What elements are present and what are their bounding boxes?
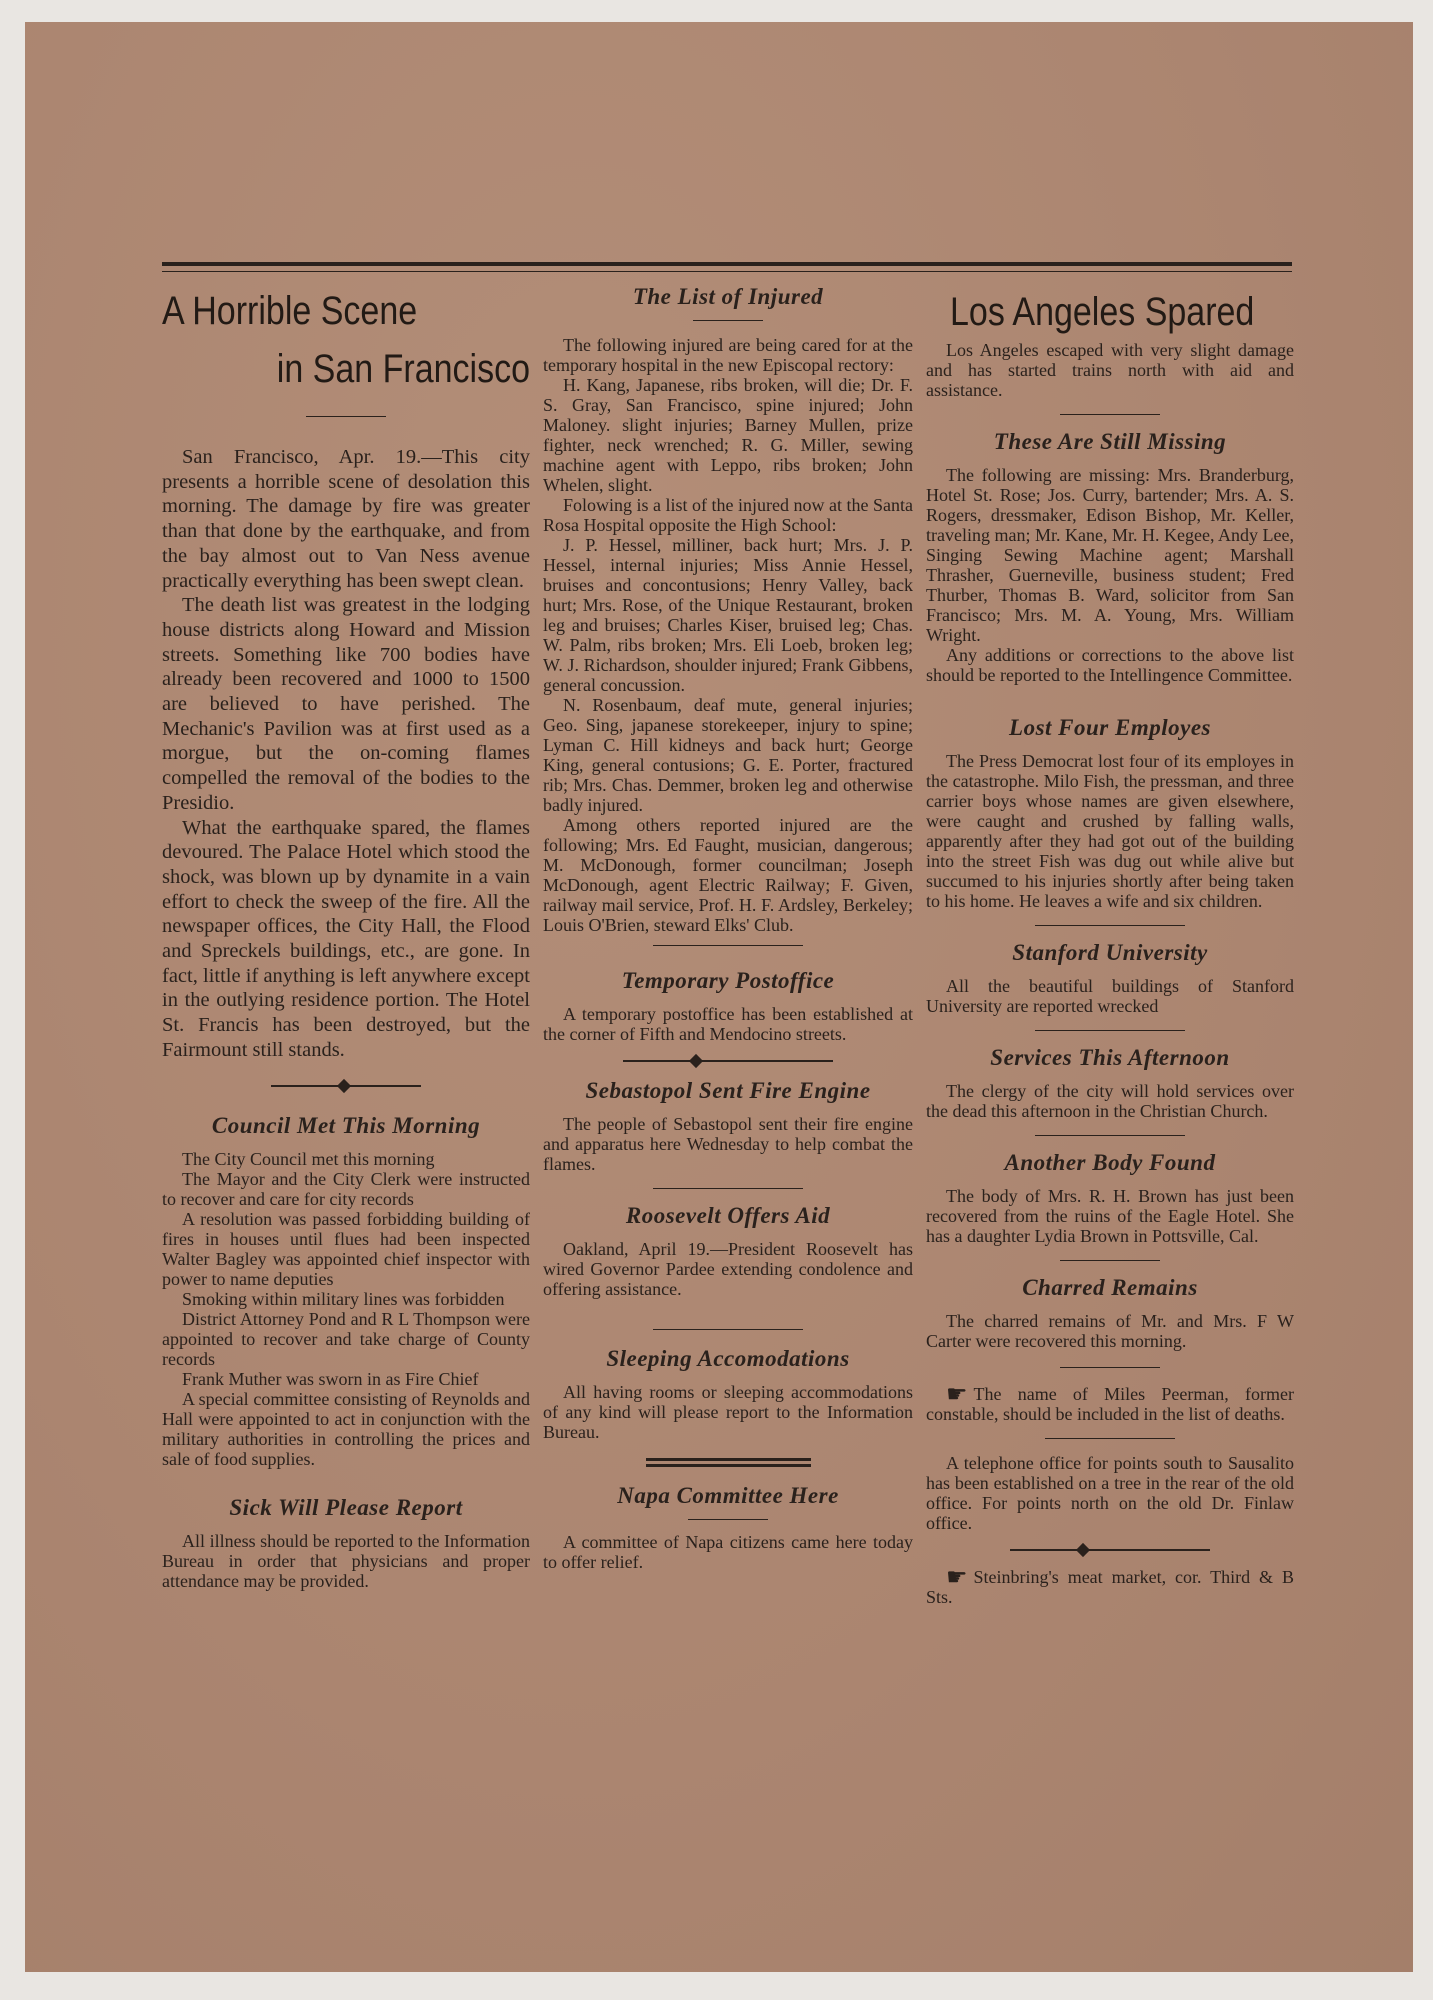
paragraph: The charred remains of Mr. and Mrs. F W Carter were recovered this morning. (926, 1311, 1294, 1351)
paragraph: The death list was greatest in the lodging house districts along Howard and Mission streets. Something like 700 bodies have already been recovered and 1000 to 1500 are believed to have perished. The Mechanic's Pavilion was at first used as a morgue, but the on-coming flames compelled the removal of the bodies to the Presidio. (162, 594, 530, 814)
notice-text: The name of Miles Peerman, former constable, should be included in the list of deaths. (926, 1384, 1294, 1424)
ornament-divider (271, 1085, 421, 1087)
paragraph: San Francisco, Apr. 19.—This city presents a horrible scene of desolation this morning. The damage by fire was greater than that done by the earthquake, and from the bay almost out to Van Ness avenue practically everything has been swept clean. (162, 446, 530, 592)
divider (1045, 1438, 1175, 1439)
article-title: Another Body Found (1004, 1150, 1216, 1175)
notice-telephone: A telephone office for points south to Sausalito has been established on a tree in the rear of the old office. For points north on the old Dr. Finlaw office. (926, 1453, 1294, 1533)
column-1 (162, 284, 530, 1591)
paragraph: The clergy of the city will hold services over the dead this afternoon in the Christian Church. (926, 1081, 1294, 1121)
divider (693, 320, 763, 321)
paragraph: The Press Democrat lost four of its employes in the catastrophe. Milo Fish, the pressman, and three carrier boys whose names are given elsewhere, were caught and crushed by falling walls, apparently after they had got out of the building into the street Fish was dug out while alive but succumed to his injuries shortly after being taken to his home. He leaves a wife and six children. (926, 751, 1294, 911)
paragraph: Frank Muther was sworn in as Fire Chief (182, 1368, 479, 1389)
paragraph: The Mayor and the City Clerk were instructed to recover and care for city records (162, 1168, 530, 1209)
paragraph: The people of Sebastopol sent their fire engine and apparatus here Wednesday to help combat the flames. (543, 1114, 913, 1174)
article-title: The List of Injured (632, 284, 824, 309)
article-horrible-scene (162, 445, 530, 1063)
article-title: Sebastopol Sent Fire Engine (585, 1078, 871, 1103)
paragraph: A temporary postoffice has been established at the corner of Fifth and Mendocino streets. (543, 1004, 913, 1044)
paragraph: District Attorney Pond and R L Thompson were appointed to recover and take charge of County records (162, 1308, 530, 1369)
article-title: Sick Will Please Report (229, 1494, 463, 1520)
paragraph: The following injured are being cared for at the temporary hospital in the new Episcopal rectory: (543, 335, 913, 375)
divider (1060, 1260, 1160, 1261)
article-title: Stanford University (1012, 940, 1208, 965)
headline: Los Angeles Spared (950, 290, 1255, 334)
article-title: Roosevelt Offers Aid (625, 1203, 831, 1228)
article-injured (543, 335, 913, 935)
headline: in San Francisco (276, 347, 530, 391)
article-title: Lost Four Employes (1009, 715, 1211, 740)
paragraph: Among others reported injured are the following; Mrs. Ed Faught, musician, dangerous; M. McDonough, former councilman; Joseph McDonough, agent Electric Railway; F. Given, railway mail service, Prof. H. F. Ardsley, Berkeley; Louis O'Brien, steward Elks' Club. (543, 815, 913, 935)
paragraph: All the beautiful buildings of Stanford University are reported wrecked (926, 976, 1294, 1016)
article-council (162, 1149, 530, 1469)
divider (653, 945, 803, 946)
masthead-rule (162, 262, 1292, 266)
paragraph: The body of Mrs. R. H. Brown has just been recovered from the ruins of the Eagle Hotel. She has a daughter Lydia Brown in Pottsville, Cal. (926, 1186, 1294, 1246)
masthead-rule-thin (162, 271, 1292, 272)
pointing-hand-icon: ☛ (946, 1382, 968, 1408)
paragraph: Los Angeles escaped with very slight damage and has started trains north with aid and assistance. (926, 340, 1294, 400)
paragraph: H. Kang, Japanese, ribs broken, will die; Dr. F. S. Gray, San Francisco, spine injured; John Maloney. slight injuries; Barney Mullen, prize fighter, neck wrenched; R. G. Miller, sewing machine agent with Leppo, ribs broken; John Whelen, slight. (543, 375, 913, 495)
column-3 (926, 284, 1294, 1607)
pointing-hand-icon: ☛ (946, 1565, 968, 1591)
notice-peerman (926, 1384, 1294, 1424)
paragraph: The following are missing: Mrs. Branderburg, Hotel St. Rose; Jos. Curry, bartender; Mrs. A. S. Rogers, dressmaker, Edison Bishop, Mr. Keller, traveling man; Mr. Kane, Mr. H. Kegee, Andy Lee, Singing Sewing Machine agent; Marshall Thrasher, Guerneville, business student; Fred Thurber, Thomas B. Ward, solicitor from San Francisco; Mrs. M. A. Young, Mrs. William Wright. (926, 465, 1294, 645)
notice-text: Steinbring's meat market, cor. Third & B Sts. (926, 1567, 1294, 1607)
paragraph: All having rooms or sleeping accommodations of any kind will please report to the Information Bureau. (543, 1382, 913, 1442)
paragraph: J. P. Hessel, milliner, back hurt; Mrs. J. P. Hessel, internal injuries; Miss Annie Hessel, bruises and concontusions; Henry Valley, back hurt; Mrs. Rose, of the Unique Restaurant, broken leg and bruises; Charles Kiser, bruised leg; Chas. W. Palm, ribs broken; Mrs. Eli Loeb, broken leg; W. J. Richardson, shoulder injured; Frank Gibbens, general concussion. (543, 535, 913, 695)
column-2 (543, 284, 913, 1572)
notice-steinbring (926, 1567, 1294, 1607)
divider (1060, 414, 1160, 415)
paragraph: Any additions or corrections to the above list should be reported to the Intellingence Committee. (926, 645, 1294, 685)
article-title: Council Met This Morning (211, 1112, 481, 1138)
paragraph: Folowing is a list of the injured now at the Santa Rosa Hospital opposite the High School: (543, 495, 913, 535)
divider (306, 416, 386, 417)
divider (1035, 925, 1185, 926)
paragraph: A committee of Napa citizens came here today to offer relief. (543, 1532, 913, 1572)
article-title: Charred Remains (1022, 1275, 1198, 1300)
paragraph: All illness should be reported to the Information Bureau in order that physicians and proper attendance may be provided. (162, 1530, 530, 1591)
paragraph: A resolution was passed forbidding building of fires in houses until flues had been inspected Walter Bagley was appointed chief inspector with power to name deputies (162, 1208, 530, 1289)
double-rule-divider (646, 1458, 811, 1467)
divider (653, 1329, 803, 1330)
divider (1035, 1030, 1185, 1031)
paragraph: The City Council met this morning (182, 1148, 435, 1169)
article-title: Temporary Postoffice (621, 968, 835, 993)
paragraph: A special committee consisting of Reynolds and Hall were appointed to act in conjunction with the military authorities in controlling the prices and sale of food supplies. (162, 1388, 530, 1469)
article-title: Napa Committee Here (617, 1483, 839, 1508)
paragraph: N. Rosenbaum, deaf mute, general injuries; Geo. Sing, japanese storekeeper, injury to spine; Lyman C. Hill kidneys and back hurt; George King, general contusions; G. E. Porter, fractured rib; Mrs. Chas. Demmer, broken leg and otherwise badly injured. (543, 695, 913, 815)
article-title: These Are Still Missing (993, 429, 1227, 454)
divider (688, 1519, 768, 1520)
article-title: Sleeping Accomodations (606, 1346, 850, 1371)
divider (1060, 1367, 1160, 1368)
ornament-divider (623, 1060, 833, 1062)
ornament-divider (1010, 1549, 1210, 1551)
headline: A Horrible Scene (162, 289, 418, 333)
paragraph: Oakland, April 19.—President Roosevelt has wired Governor Pardee extending condolence and offering assistance. (543, 1239, 913, 1299)
divider (1035, 1135, 1185, 1136)
paragraph: Smoking within military lines was forbidden (182, 1288, 505, 1309)
article-title: Services This Afternoon (990, 1045, 1230, 1070)
divider (653, 1188, 803, 1189)
paragraph: What the earthquake spared, the flames devoured. The Palace Hotel which stood the shock, was blown up by dynamite in a vain effort to check the sweep of the fire. All the newspaper offices, the City Hall, the Flood and Spreckels buildings, etc., are gone. In fact, little if anything is left anywhere except in the outlying residence portion. The Hotel St. Francis has been destroyed, but the Fairmount still stands. (162, 816, 530, 1061)
